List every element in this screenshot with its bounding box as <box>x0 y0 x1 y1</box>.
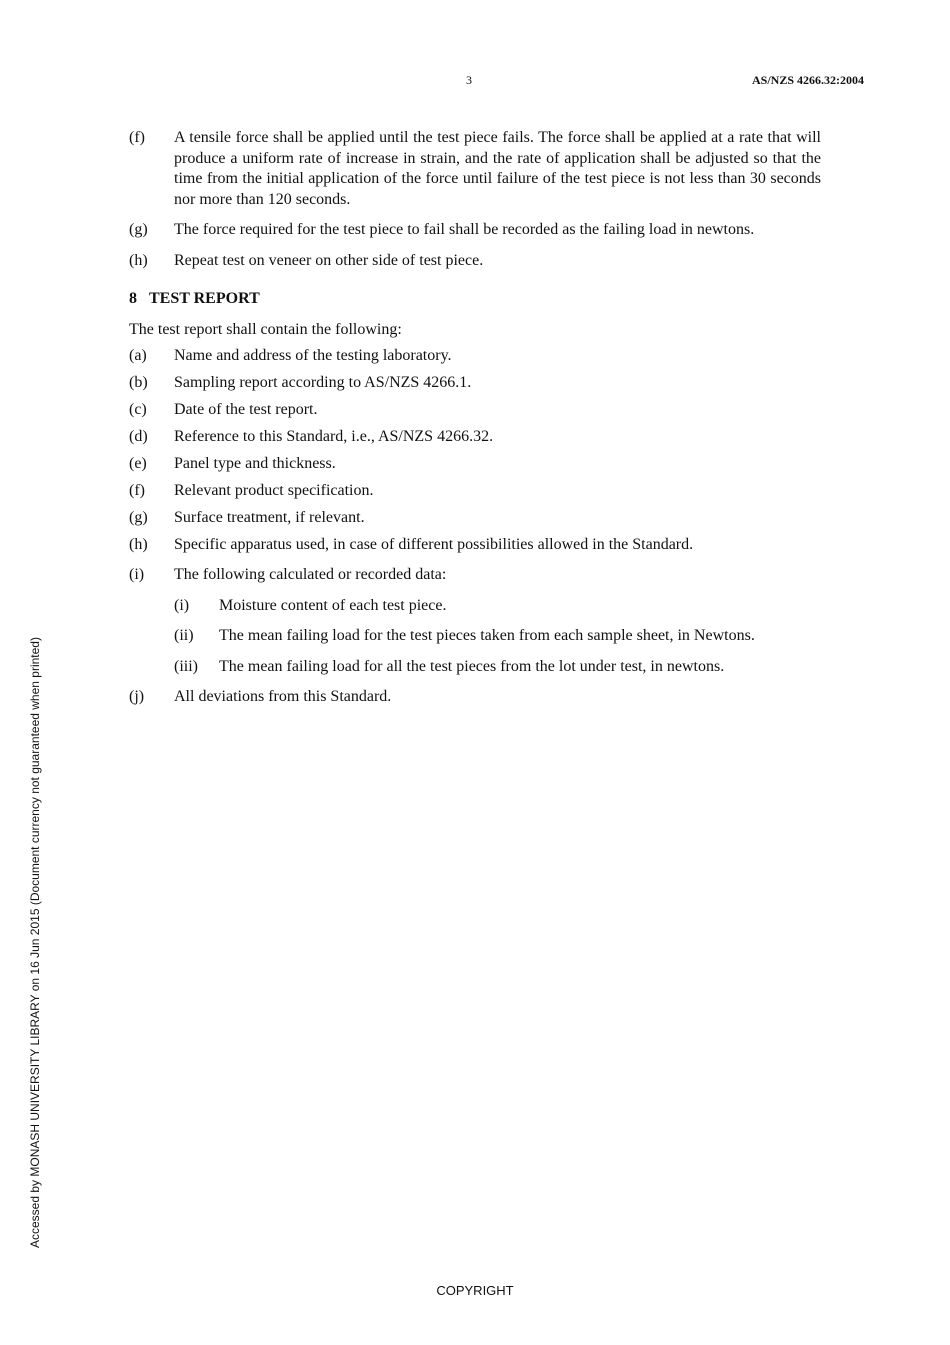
item-text: Relevant product specification. <box>174 482 374 499</box>
report-item-h <box>129 535 821 556</box>
access-watermark: Accessed by MONASH UNIVERSITY LIBRARY on 16 Jun 2015 (Document currency not guaranteed when printed) <box>28 637 42 1248</box>
item-label: (c) <box>129 401 147 418</box>
item-label: (j) <box>129 688 145 705</box>
data-subitem-i <box>174 596 821 617</box>
item-text: All deviations from this Standard. <box>174 688 392 705</box>
subitem-text: The mean failing load for all the test pieces from the lot under test, in newtons. <box>219 657 725 675</box>
item-text: Panel type and thickness. <box>174 455 336 472</box>
item-label: (h) <box>129 536 148 553</box>
report-item-d <box>129 427 821 448</box>
report-item-g <box>129 508 821 529</box>
section-intro: The test report shall contain the following: <box>129 320 402 338</box>
document-body <box>129 128 821 708</box>
item-label: (g) <box>129 509 148 526</box>
item-text: Date of the test report. <box>174 401 318 418</box>
report-item-c <box>129 400 821 421</box>
data-subitem-iii <box>174 657 821 678</box>
procedure-item-h <box>129 251 821 272</box>
report-item-a <box>129 346 821 367</box>
subitem-label: (ii) <box>174 627 194 644</box>
item-text: A tensile force shall be applied until the test piece fails. The force shall be applied at a rate that will produce a uniform rate of increase in strain, and the rate of application shall be adjusted so that the time from the initial application of the force until failure of the test piece is not less than 30 seconds nor more than 120 seconds. <box>174 129 821 208</box>
item-label: (b) <box>129 374 148 391</box>
section-heading <box>129 289 821 310</box>
item-label: (h) <box>129 251 148 269</box>
item-text: The following calculated or recorded data: <box>174 566 447 583</box>
item-label: (e) <box>129 455 147 472</box>
report-item-b <box>129 373 821 394</box>
subitem-text: The mean failing load for the test pieces taken from each sample sheet, in Newtons. <box>219 627 755 644</box>
copyright-footer: COPYRIGHT <box>436 1283 514 1298</box>
standard-id: AS/NZS 4266.32:2004 <box>751 73 864 87</box>
subitem-label: (iii) <box>174 657 198 675</box>
item-text: Repeat test on veneer on other side of test piece. <box>174 251 484 269</box>
item-text: Name and address of the testing laboratory. <box>174 347 452 364</box>
item-text: Surface treatment, if relevant. <box>174 509 365 526</box>
section-number: 8 <box>129 290 137 307</box>
item-label: (f) <box>129 129 145 146</box>
report-item-i <box>129 565 821 586</box>
page-number: 3 <box>466 73 472 87</box>
procedure-item-f <box>129 128 821 210</box>
report-item-j <box>129 687 821 708</box>
procedure-item-g <box>129 220 821 241</box>
item-text: Specific apparatus used, in case of different possibilities allowed in the Standard. <box>174 536 694 553</box>
item-text: Reference to this Standard, i.e., AS/NZS 4266.32. <box>174 428 494 445</box>
item-label: (i) <box>129 566 145 583</box>
item-label: (g) <box>129 221 148 238</box>
report-item-f <box>129 481 821 502</box>
item-label: (f) <box>129 482 145 499</box>
item-text: The force required for the test piece to fail shall be recorded as the failing load in newtons. <box>174 221 755 238</box>
section-title: TEST REPORT <box>149 290 260 307</box>
item-text: Sampling report according to AS/NZS 4266.1. <box>174 374 472 391</box>
item-label: (a) <box>129 347 147 364</box>
report-item-e <box>129 454 821 475</box>
data-subitem-ii <box>174 626 821 647</box>
item-label: (d) <box>129 428 148 445</box>
subitem-label: (i) <box>174 596 190 614</box>
subitem-text: Moisture content of each test piece. <box>219 596 447 614</box>
